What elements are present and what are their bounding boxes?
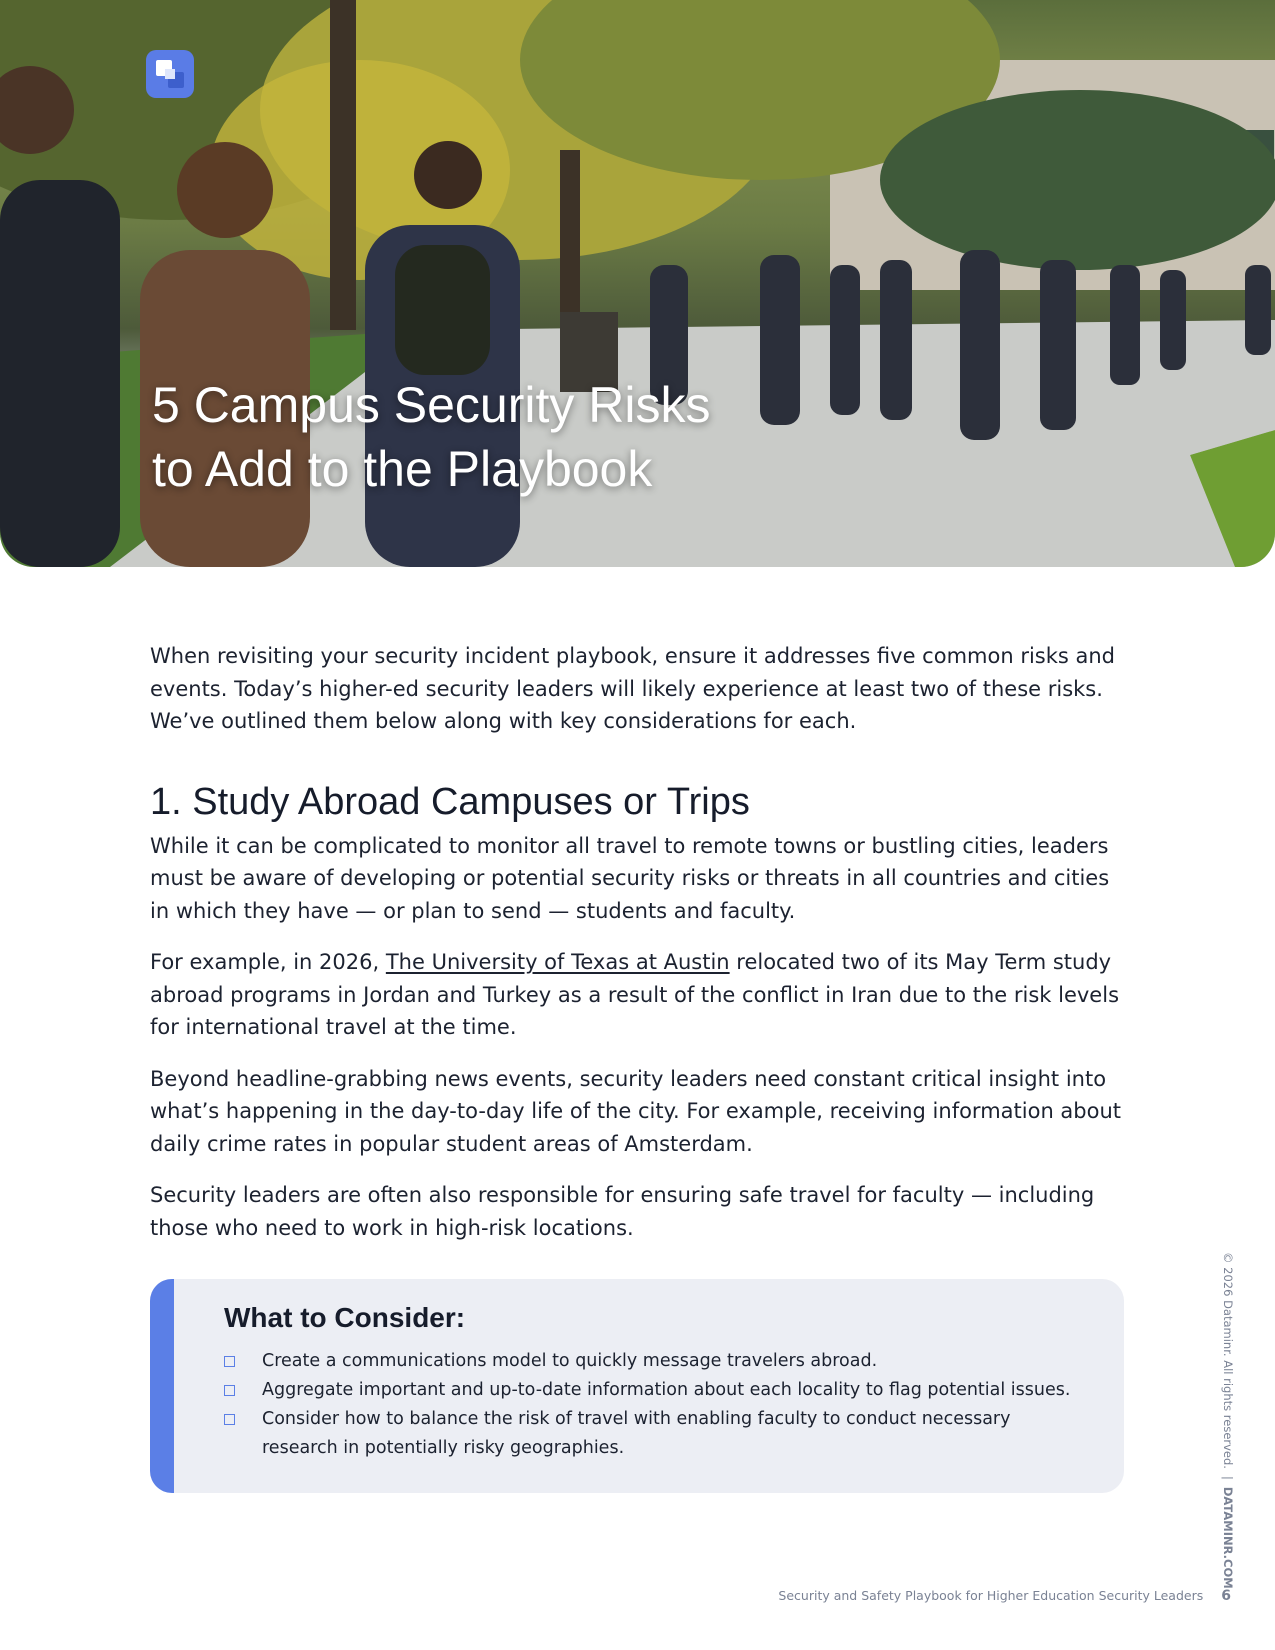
section-paragraph-4: Security leaders are often also responsible for ensuring safe travel for faculty — including those who need to work in high-risk locations. [150,1183,1095,1240]
consider-list [224,1347,1084,1463]
dataminr-logo-icon [146,50,194,98]
checkbox-bullet-icon [224,1356,235,1367]
section-paragraph-2 [150,946,1130,1044]
footer-title: Security and Safety Playbook for Higher Education Security Leaders [778,1588,1204,1603]
page-footer [778,1588,1231,1604]
main-content [150,640,1130,1263]
hero-banner [0,0,1275,567]
page-title-line-2: to Add to the Playbook [152,441,653,497]
checkbox-bullet-icon [224,1385,235,1396]
callout-accent-bar [150,1279,174,1493]
paragraph-text: For example, in 2026, [150,950,386,974]
intro-paragraph: When revisiting your security incident playbook, ensure it addresses five common risks and events. Today’s higher-ed security leaders will likely experience at least two of these risks. We’ve outlined them below along with key considerations for each. [150,644,1116,733]
copyright-text: © 2026 Dataminr. All rights reserved. [1221,1252,1235,1469]
side-separator: | [1221,1475,1235,1480]
consider-item-text: Consider how to balance the risk of travel with enabling faculty to conduct necessary research in potentially risky geographies. [262,1409,1011,1458]
checkbox-bullet-icon [224,1414,235,1425]
ut-austin-link[interactable]: The University of Texas at Austin [385,950,730,974]
site-link[interactable]: DATAMINR.COM [1221,1486,1235,1589]
paragraph-text: relocated two of its May Term study abroad programs in Jordan and Turkey as a result of the conflict in Iran due to the risk levels for international travel at the time. [150,950,1120,1039]
side-legal-text [1219,1252,1237,1589]
consider-item [224,1376,1084,1405]
page-title-line-1: 5 Campus Security Risks [152,377,711,433]
section-paragraph-1: While it can be complicated to monitor all travel to remote towns or bustling cities, leaders must be aware of developing or potential security risks or threats in all countries and cities in which they have — or plan to send — students and faculty. [150,833,1110,923]
page-number: 6 [1221,1588,1231,1604]
section-heading: 1. Study Abroad Campuses or Trips [150,780,750,823]
consider-item [224,1405,1084,1463]
consider-callout [150,1279,1124,1493]
consider-title: What to Consider: [224,1302,466,1333]
consider-item [224,1347,1084,1376]
consider-item-text: Aggregate important and up-to-date information about each locality to flag potential issues. [262,1380,1071,1400]
consider-item-text: Create a communications model to quickly message travelers abroad. [262,1351,878,1371]
page-title [152,373,852,501]
section-paragraph-3: Beyond headline-grabbing news events, security leaders need constant critical insight into what’s happening in the day-to-day life of the city. For example, receiving information about daily crime rates in popular student areas of Amsterdam. [150,1066,1122,1156]
